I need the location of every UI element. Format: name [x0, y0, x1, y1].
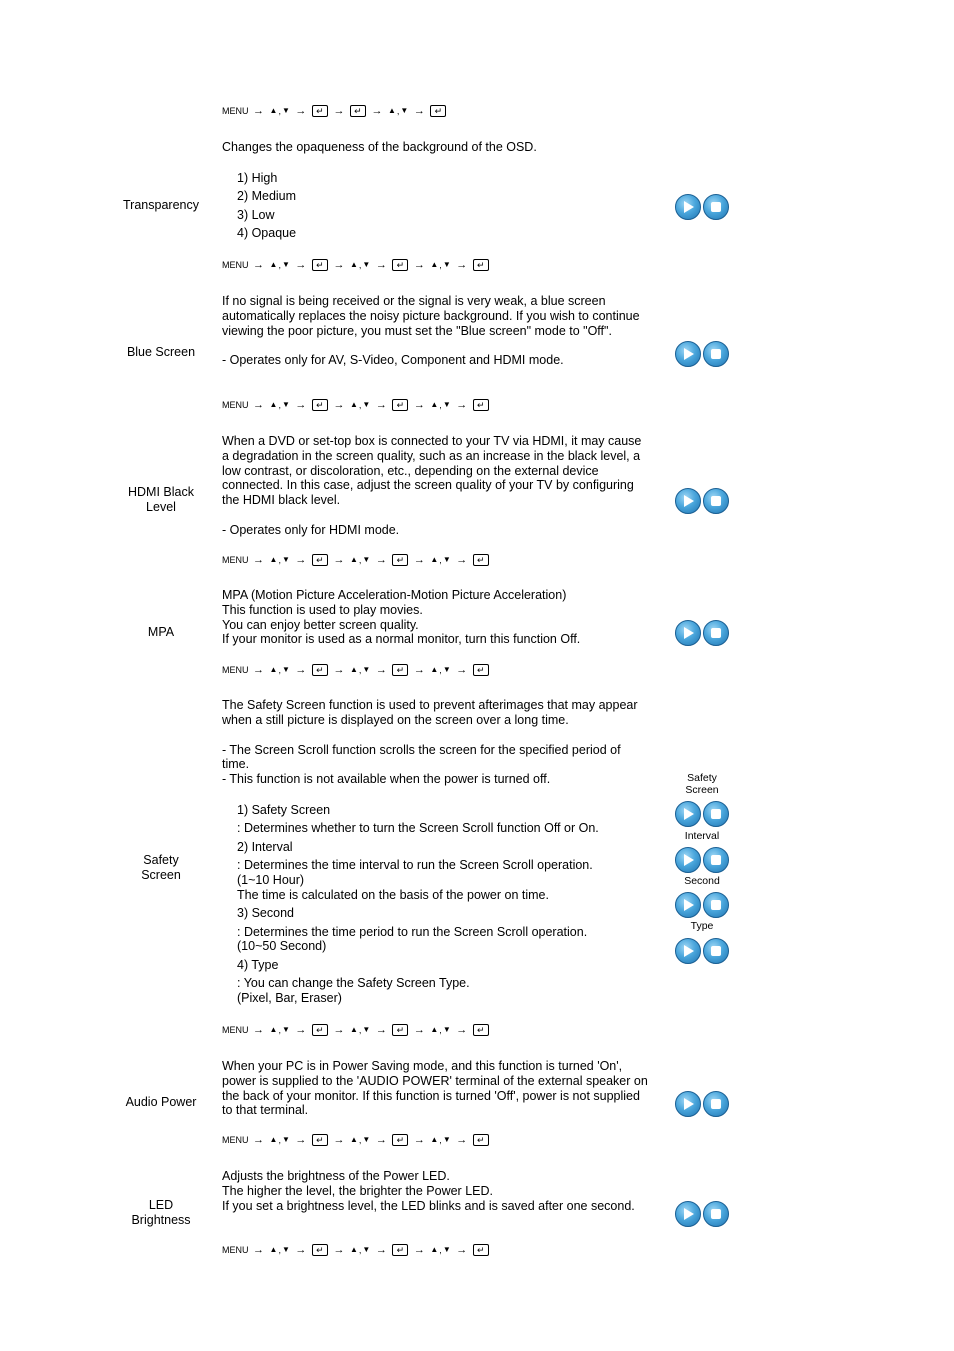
transparency-options: [237, 171, 647, 245]
safety-screen-buttons: [675, 801, 731, 827]
transparency-description: [222, 140, 650, 155]
enter-icon: ↵: [392, 1134, 408, 1146]
right-arrow-icon: →: [456, 1023, 468, 1036]
right-arrow-icon: →: [253, 1243, 265, 1256]
option-opaque: 4) Opaque: [237, 226, 297, 241]
down-arrow-icon: ▼: [281, 664, 290, 674]
menu-word: MENU: [222, 399, 249, 410]
down-arrow-icon: ▼: [281, 1024, 290, 1034]
right-arrow-icon: →: [253, 398, 265, 411]
safety-screen-description: [222, 698, 650, 787]
transparency-buttons: [675, 194, 731, 220]
play-icon: [684, 348, 694, 360]
down-arrow-icon: ▼: [442, 554, 451, 564]
stop-icon: [711, 628, 721, 638]
play-icon: [684, 495, 694, 507]
mpa-label: MPA: [147, 625, 175, 639]
up-arrow-icon: ▲: [269, 1244, 278, 1254]
right-arrow-icon: →: [333, 258, 345, 271]
right-arrow-icon: →: [371, 104, 383, 117]
led-brightness-label: [100, 1198, 222, 1228]
menu-word: MENU: [222, 259, 249, 270]
enter-icon: ↵: [312, 554, 328, 566]
right-arrow-icon: →: [375, 258, 387, 271]
down-arrow-icon: ▼: [442, 1244, 451, 1254]
sublabel-safety-l2: Screen: [685, 784, 719, 796]
right-arrow-icon: →: [413, 398, 425, 411]
down-arrow-icon: ▼: [362, 1024, 371, 1034]
enter-icon: ↵: [473, 1024, 489, 1036]
down-arrow-icon: ▼: [400, 105, 409, 115]
enter-icon: ↵: [312, 105, 328, 117]
enter-icon: ↵: [473, 554, 489, 566]
option-low: 3) Low: [237, 207, 275, 222]
up-arrow-icon: ▲: [269, 105, 278, 115]
enter-icon: ↵: [312, 1024, 328, 1036]
mpa-line-3: You can enjoy better screen quality.: [222, 617, 419, 632]
play-icon: [684, 1098, 694, 1110]
play-button[interactable]: [675, 892, 701, 918]
enter-icon: ↵: [392, 1244, 408, 1256]
hdmi-text: When a DVD or set-top box is connected to your TV via HDMI, it may cause a degradation in the screen quality, such as an increase in the black level, a low contrast, or discoloration, etc., depending on the external device connected. In this case, adjust the screen quality of your TV by configuring the HDMI black level.: [222, 434, 642, 508]
stop-icon: [711, 202, 721, 212]
up-arrow-icon: ▲: [349, 554, 358, 564]
stop-button[interactable]: [703, 938, 729, 964]
right-arrow-icon: →: [456, 258, 468, 271]
right-arrow-icon: →: [333, 663, 345, 676]
down-arrow-icon: ▼: [362, 1134, 371, 1144]
mpa-description: [222, 588, 650, 647]
menu-word: MENU: [222, 1024, 249, 1035]
enter-icon: ↵: [473, 1244, 489, 1256]
right-arrow-icon: →: [333, 398, 345, 411]
stop-icon: [711, 809, 721, 819]
mpa-line-1: MPA (Motion Picture Acceleration-Motion Picture Acceleration): [222, 588, 567, 602]
down-arrow-icon: ▼: [281, 259, 290, 269]
enter-icon: ↵: [312, 1244, 328, 1256]
enter-icon: ↵: [312, 1134, 328, 1146]
enter-icon: ↵: [392, 554, 408, 566]
right-arrow-icon: →: [333, 1023, 345, 1036]
led-brightness-buttons: [675, 1201, 731, 1227]
blue-screen-label: Blue Screen: [126, 345, 196, 359]
play-icon: [684, 808, 694, 820]
blue-screen-description: [222, 294, 650, 368]
right-arrow-icon: →: [253, 1133, 265, 1146]
safety-screen-sublabel: [668, 772, 736, 796]
up-arrow-icon: ▲: [430, 1244, 439, 1254]
enter-icon: ↵: [473, 664, 489, 676]
menu-path: MENU → ▲,▼ → ↵ → ▲,▼ → ↵ → ▲,▼ → ↵: [222, 397, 490, 411]
item-safety-screen-desc: : Determines whether to turn the Screen Scroll function Off or On.: [237, 821, 599, 836]
audio-power-label: Audio Power: [125, 1095, 197, 1109]
enter-icon: ↵: [392, 1024, 408, 1036]
stop-button[interactable]: [703, 801, 729, 827]
stop-button[interactable]: [703, 488, 729, 514]
hdmi-buttons: [675, 488, 731, 514]
right-arrow-icon: →: [295, 258, 307, 271]
mpa-buttons: [675, 620, 731, 646]
led-label-line1: LED: [148, 1198, 174, 1212]
enter-icon: ↵: [392, 399, 408, 411]
stop-icon: [711, 1099, 721, 1109]
item-interval-title: 2) Interval: [237, 839, 293, 854]
item-type-title: 4) Type: [237, 957, 279, 972]
stop-button[interactable]: [703, 341, 729, 367]
interval-buttons: [675, 847, 731, 873]
item-interval-desc-3: The time is calculated on the basis of the power on time.: [237, 887, 549, 902]
interval-sublabel: Interval: [684, 830, 720, 842]
down-arrow-icon: ▼: [362, 259, 371, 269]
right-arrow-icon: →: [253, 1023, 265, 1036]
right-arrow-icon: →: [413, 553, 425, 566]
right-arrow-icon: →: [456, 1133, 468, 1146]
hdmi-black-level-description: [222, 434, 650, 538]
up-arrow-icon: ▲: [269, 664, 278, 674]
play-button[interactable]: [675, 938, 701, 964]
stop-icon: [711, 349, 721, 359]
down-arrow-icon: ▼: [362, 399, 371, 409]
up-arrow-icon: ▲: [269, 399, 278, 409]
transparency-label: Transparency: [123, 198, 199, 212]
stop-icon: [711, 1209, 721, 1219]
right-arrow-icon: →: [456, 1243, 468, 1256]
play-button[interactable]: [675, 488, 701, 514]
item-safety-screen-title: 1) Safety Screen: [237, 803, 331, 817]
down-arrow-icon: ▼: [442, 664, 451, 674]
item-type-desc-1: : You can change the Safety Screen Type.: [237, 976, 470, 991]
right-arrow-icon: →: [295, 398, 307, 411]
up-arrow-icon: ▲: [387, 105, 396, 115]
led-brightness-description: [222, 1169, 650, 1213]
led-line-3: If you set a brightness level, the LED blinks and is saved after one second.: [222, 1198, 635, 1213]
enter-icon: ↵: [312, 399, 328, 411]
enter-icon: ↵: [350, 105, 366, 117]
audio-power-text: When your PC is in Power Saving mode, and this function is turned 'On', power is supplied to the 'AUDIO POWER' terminal of the external speaker on the back of your monitor. If this function is turned 'Off', power is not supplied to that terminal.: [222, 1059, 648, 1118]
item-interval-desc-2: (1~10 Hour): [237, 872, 305, 887]
down-arrow-icon: ▼: [281, 399, 290, 409]
down-arrow-icon: ▼: [281, 554, 290, 564]
play-icon: [684, 201, 694, 213]
up-arrow-icon: ▲: [349, 259, 358, 269]
second-sublabel: Second: [684, 875, 720, 887]
up-arrow-icon: ▲: [269, 554, 278, 564]
mpa-line-2: This function is used to play movies.: [222, 602, 423, 617]
hdmi-label-line1: HDMI Black: [128, 485, 194, 499]
up-arrow-icon: ▲: [349, 1244, 358, 1254]
right-arrow-icon: →: [253, 663, 265, 676]
stop-icon: [711, 496, 721, 506]
hdmi-note: - Operates only for HDMI mode.: [222, 522, 400, 537]
enter-icon: ↵: [473, 399, 489, 411]
menu-path: MENU → ▲,▼ → ↵ → ▲,▼ → ↵ → ▲,▼ → ↵: [222, 1132, 490, 1146]
right-arrow-icon: →: [333, 1243, 345, 1256]
right-arrow-icon: →: [413, 1243, 425, 1256]
stop-button[interactable]: [703, 620, 729, 646]
down-arrow-icon: ▼: [442, 399, 451, 409]
down-arrow-icon: ▼: [442, 1024, 451, 1034]
enter-icon: ↵: [392, 664, 408, 676]
menu-path: MENU → ▲,▼ → ↵ → ▲,▼ → ↵ → ▲,▼ → ↵: [222, 662, 490, 676]
menu-word: MENU: [222, 664, 249, 675]
up-arrow-icon: ▲: [430, 259, 439, 269]
right-arrow-icon: →: [333, 553, 345, 566]
play-button[interactable]: [675, 1091, 701, 1117]
led-label-line2: Brightness: [131, 1213, 191, 1227]
menu-word: MENU: [222, 1134, 249, 1145]
right-arrow-icon: →: [413, 1133, 425, 1146]
up-arrow-icon: ▲: [269, 1024, 278, 1034]
up-arrow-icon: ▲: [430, 1024, 439, 1034]
item-second-title: 3) Second: [237, 906, 294, 921]
play-icon: [684, 945, 694, 957]
right-arrow-icon: →: [253, 553, 265, 566]
transparency-text: Changes the opaqueness of the background of the OSD.: [222, 140, 537, 154]
play-button[interactable]: [675, 194, 701, 220]
down-arrow-icon: ▼: [362, 664, 371, 674]
play-button[interactable]: [675, 620, 701, 646]
stop-icon: [711, 946, 721, 956]
down-arrow-icon: ▼: [442, 1134, 451, 1144]
up-arrow-icon: ▲: [430, 554, 439, 564]
right-arrow-icon: →: [375, 1023, 387, 1036]
menu-path: MENU → ▲,▼ → ↵ → ↵ → ▲,▼ → ↵: [222, 103, 447, 117]
led-line-2: The higher the level, the brighter the Power LED.: [222, 1183, 493, 1198]
item-second-desc-1: : Determines the time period to run the Screen Scroll operation.: [237, 924, 588, 939]
safety-screen-items: [237, 803, 647, 1009]
enter-icon: ↵: [312, 664, 328, 676]
menu-path: MENU → ▲,▼ → ↵ → ▲,▼ → ↵ → ▲,▼ → ↵: [222, 1242, 490, 1256]
enter-icon: ↵: [473, 1134, 489, 1146]
item-type-desc-2: (Pixel, Bar, Eraser): [237, 990, 342, 1005]
right-arrow-icon: →: [375, 663, 387, 676]
play-icon: [684, 1208, 694, 1220]
play-icon: [684, 854, 694, 866]
enter-icon: ↵: [430, 105, 446, 117]
right-arrow-icon: →: [333, 104, 345, 117]
up-arrow-icon: ▲: [269, 1134, 278, 1144]
menu-word: MENU: [222, 1244, 249, 1255]
blue-screen-text: If no signal is being received or the signal is very weak, a blue screen automatically replaces the noisy picture background. If you wish to continue viewing the poor picture, you must set the "Blue screen" mode to "Off".: [222, 294, 640, 338]
menu-path: MENU → ▲,▼ → ↵ → ▲,▼ → ↵ → ▲,▼ → ↵: [222, 1022, 490, 1036]
right-arrow-icon: →: [375, 398, 387, 411]
down-arrow-icon: ▼: [362, 1244, 371, 1254]
right-arrow-icon: →: [295, 1243, 307, 1256]
right-arrow-icon: →: [456, 553, 468, 566]
item-second-desc-2: (10~50 Second): [237, 939, 327, 954]
stop-icon: [711, 900, 721, 910]
down-arrow-icon: ▼: [281, 1244, 290, 1254]
right-arrow-icon: →: [413, 104, 425, 117]
safety-note-1: - The Screen Scroll function scrolls the screen for the specified period of time.: [222, 742, 621, 772]
menu-path: MENU → ▲,▼ → ↵ → ▲,▼ → ↵ → ▲,▼ → ↵: [222, 257, 490, 271]
right-arrow-icon: →: [413, 1023, 425, 1036]
menu-word: MENU: [222, 554, 249, 565]
up-arrow-icon: ▲: [430, 1134, 439, 1144]
down-arrow-icon: ▼: [362, 554, 371, 564]
right-arrow-icon: →: [253, 104, 265, 117]
type-buttons: [675, 938, 731, 964]
enter-icon: ↵: [392, 259, 408, 271]
right-arrow-icon: →: [295, 1133, 307, 1146]
down-arrow-icon: ▼: [442, 259, 451, 269]
right-arrow-icon: →: [295, 663, 307, 676]
play-button[interactable]: [675, 341, 701, 367]
up-arrow-icon: ▲: [349, 1024, 358, 1034]
play-button[interactable]: [675, 801, 701, 827]
menu-word: MENU: [222, 105, 249, 116]
safety-screen-label: [100, 853, 222, 883]
stop-button[interactable]: [703, 1091, 729, 1117]
option-high: 1) High: [237, 171, 278, 185]
menu-path: MENU → ▲,▼ → ↵ → ▲,▼ → ↵ → ▲,▼ → ↵: [222, 552, 490, 566]
audio-power-buttons: [675, 1091, 731, 1117]
sublabel-safety-l1: Safety: [687, 772, 717, 784]
up-arrow-icon: ▲: [349, 664, 358, 674]
enter-icon: ↵: [473, 259, 489, 271]
safety-note-2: - This function is not available when the power is turned off.: [222, 772, 551, 787]
stop-button[interactable]: [703, 1201, 729, 1227]
safety-label-line2: Screen: [141, 868, 181, 882]
down-arrow-icon: ▼: [281, 105, 290, 115]
stop-button[interactable]: [703, 892, 729, 918]
option-medium: 2) Medium: [237, 189, 297, 204]
type-sublabel: Type: [690, 920, 714, 932]
right-arrow-icon: →: [375, 553, 387, 566]
right-arrow-icon: →: [413, 663, 425, 676]
stop-button[interactable]: [703, 194, 729, 220]
right-arrow-icon: →: [295, 104, 307, 117]
right-arrow-icon: →: [333, 1133, 345, 1146]
right-arrow-icon: →: [456, 398, 468, 411]
up-arrow-icon: ▲: [430, 399, 439, 409]
enter-icon: ↵: [312, 259, 328, 271]
right-arrow-icon: →: [456, 663, 468, 676]
mpa-line-4: If your monitor is used as a normal monitor, turn this function Off.: [222, 632, 581, 647]
play-button[interactable]: [675, 1201, 701, 1227]
up-arrow-icon: ▲: [349, 1134, 358, 1144]
right-arrow-icon: →: [253, 258, 265, 271]
up-arrow-icon: ▲: [430, 664, 439, 674]
play-icon: [684, 627, 694, 639]
right-arrow-icon: →: [375, 1133, 387, 1146]
hdmi-label-line2: Level: [146, 500, 176, 514]
play-button[interactable]: [675, 847, 701, 873]
item-interval-desc-1: : Determines the time interval to run the Screen Scroll operation.: [237, 858, 593, 873]
right-arrow-icon: →: [295, 553, 307, 566]
second-buttons: [675, 892, 731, 918]
hdmi-black-level-label: [100, 485, 222, 515]
up-arrow-icon: ▲: [349, 399, 358, 409]
right-arrow-icon: →: [295, 1023, 307, 1036]
right-arrow-icon: →: [375, 1243, 387, 1256]
play-icon: [684, 899, 694, 911]
safety-text: The Safety Screen function is used to prevent afterimages that may appear when a still picture is displayed on the screen over a long time.: [222, 698, 638, 727]
blue-screen-note: - Operates only for AV, S-Video, Component and HDMI mode.: [222, 353, 564, 368]
down-arrow-icon: ▼: [281, 1134, 290, 1144]
safety-label-line1: Safety: [143, 853, 179, 867]
blue-screen-buttons: [675, 341, 731, 367]
stop-button[interactable]: [703, 847, 729, 873]
audio-power-description: [222, 1059, 650, 1118]
right-arrow-icon: →: [413, 258, 425, 271]
up-arrow-icon: ▲: [269, 259, 278, 269]
stop-icon: [711, 855, 721, 865]
led-line-1: Adjusts the brightness of the Power LED.: [222, 1169, 450, 1183]
